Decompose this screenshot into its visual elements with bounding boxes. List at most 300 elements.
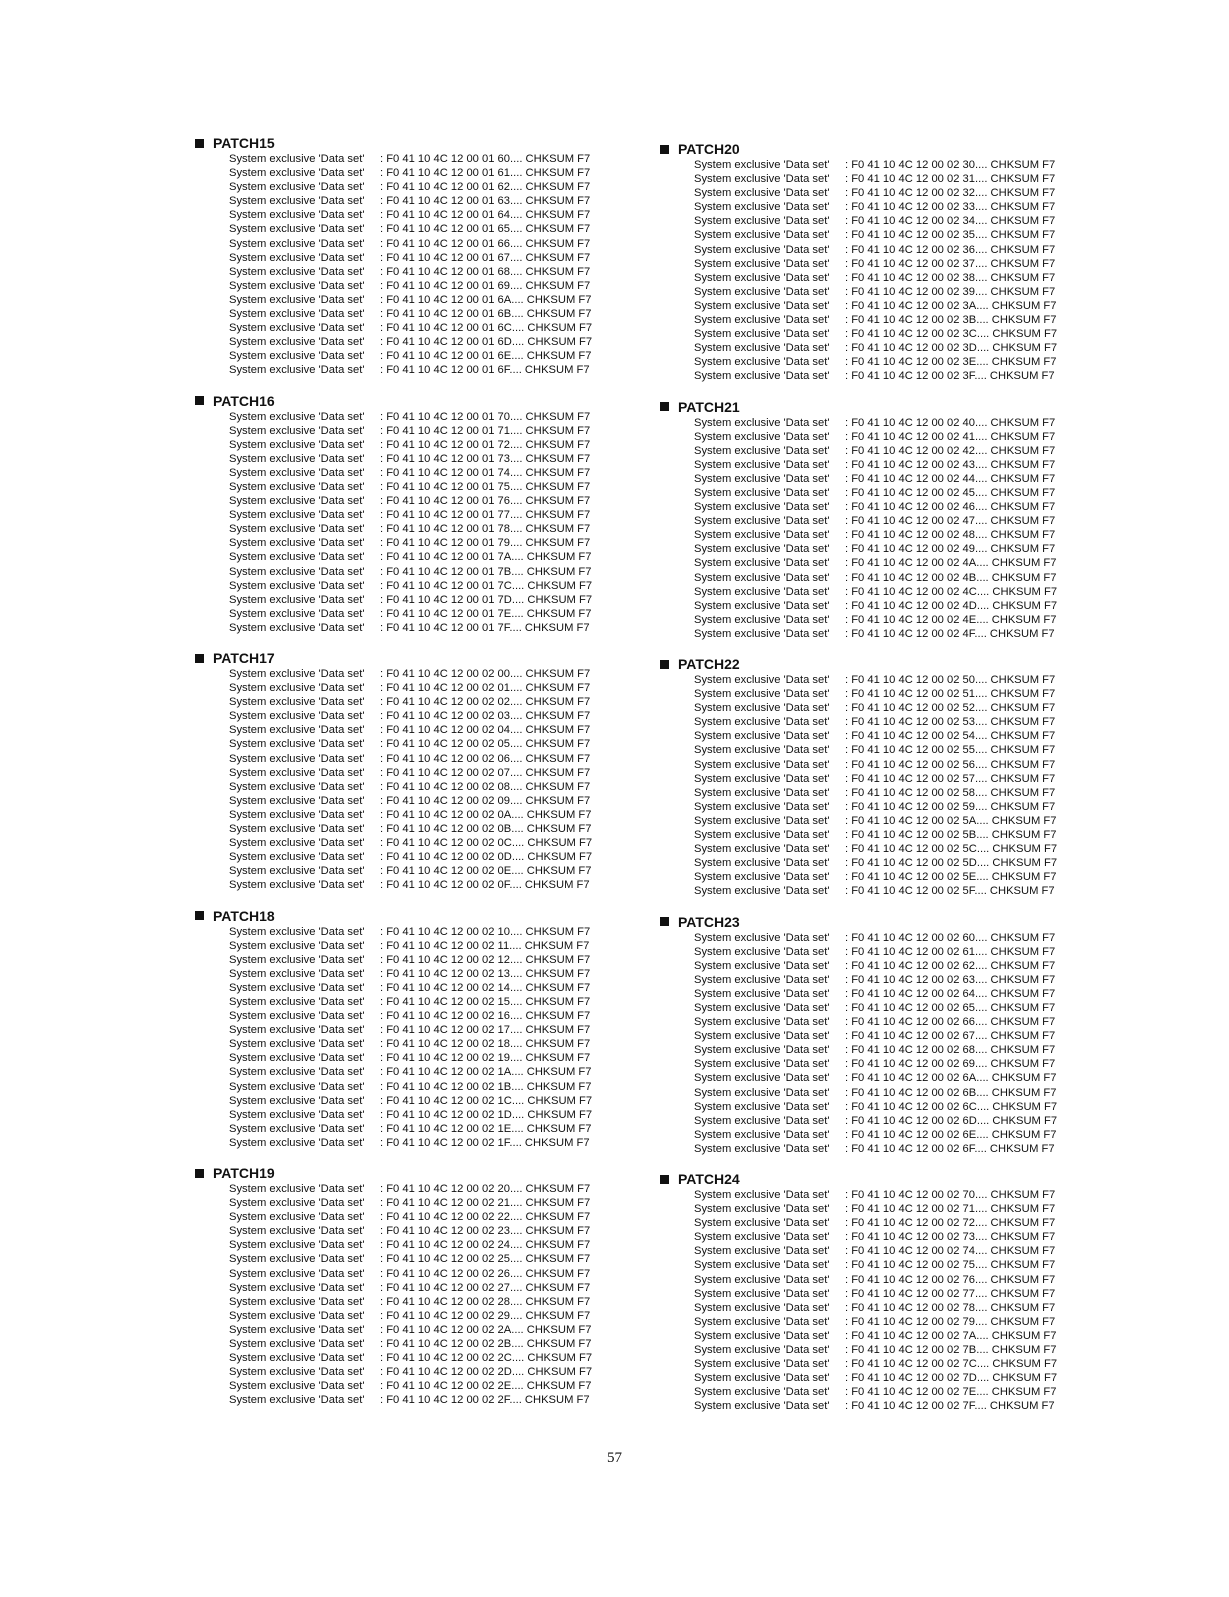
sysex-row xyxy=(229,864,635,878)
row-label: System exclusive 'Data set' xyxy=(229,1024,365,1037)
row-message: : F0 41 10 4C 12 00 02 3B.... CHKSUM F7 xyxy=(845,314,1057,327)
sysex-row xyxy=(694,500,1100,514)
row-message: : F0 41 10 4C 12 00 02 71.... CHKSUM F7 xyxy=(845,1203,1056,1216)
sysex-row xyxy=(694,228,1100,242)
row-label: System exclusive 'Data set' xyxy=(229,1136,365,1149)
row-message: : F0 41 10 4C 12 00 01 7F.... CHKSUM F7 xyxy=(380,621,590,634)
patch-title: PATCH15 xyxy=(213,135,275,151)
row-message: : F0 41 10 4C 12 00 02 62.... CHKSUM F7 xyxy=(845,959,1056,972)
sysex-row xyxy=(694,1188,1100,1202)
square-bullet-icon xyxy=(195,139,204,148)
row-message: : F0 41 10 4C 12 00 02 2F.... CHKSUM F7 xyxy=(380,1394,590,1407)
sysex-row xyxy=(694,416,1100,430)
sysex-row xyxy=(229,550,635,564)
row-label: System exclusive 'Data set' xyxy=(694,1001,830,1014)
row-message: : F0 41 10 4C 12 00 02 66.... CHKSUM F7 xyxy=(845,1016,1056,1029)
row-label: System exclusive 'Data set' xyxy=(694,1287,830,1300)
row-message: : F0 41 10 4C 12 00 02 2C.... CHKSUM F7 xyxy=(380,1352,593,1365)
sysex-row xyxy=(694,1128,1100,1142)
sysex-row xyxy=(229,180,635,194)
row-label: System exclusive 'Data set' xyxy=(229,565,365,578)
sysex-row xyxy=(694,931,1100,945)
row-message: : F0 41 10 4C 12 00 02 08.... CHKSUM F7 xyxy=(380,780,591,793)
row-label: System exclusive 'Data set' xyxy=(694,285,830,298)
row-message: : F0 41 10 4C 12 00 02 74.... CHKSUM F7 xyxy=(845,1245,1056,1258)
row-label: System exclusive 'Data set' xyxy=(229,1052,365,1065)
row-message: : F0 41 10 4C 12 00 02 6F.... CHKSUM F7 xyxy=(845,1142,1055,1155)
sysex-row xyxy=(229,593,635,607)
row-message: : F0 41 10 4C 12 00 02 49.... CHKSUM F7 xyxy=(845,543,1056,556)
row-message: : F0 41 10 4C 12 00 02 5A.... CHKSUM F7 xyxy=(845,814,1057,827)
row-label: System exclusive 'Data set' xyxy=(229,1239,365,1252)
sysex-rows xyxy=(195,1182,635,1408)
row-message: : F0 41 10 4C 12 00 02 69.... CHKSUM F7 xyxy=(845,1058,1056,1071)
sysex-row xyxy=(229,410,635,424)
row-label: System exclusive 'Data set' xyxy=(229,537,365,550)
sysex-row xyxy=(694,243,1100,257)
row-label: System exclusive 'Data set' xyxy=(694,1273,830,1286)
sysex-row xyxy=(694,945,1100,959)
row-message: : F0 41 10 4C 12 00 01 73.... CHKSUM F7 xyxy=(380,452,591,465)
row-message: : F0 41 10 4C 12 00 01 7C.... CHKSUM F7 xyxy=(380,579,593,592)
sysex-row xyxy=(694,1343,1100,1357)
row-label: System exclusive 'Data set' xyxy=(229,181,365,194)
patch-title: PATCH20 xyxy=(678,141,740,157)
row-label: System exclusive 'Data set' xyxy=(229,452,365,465)
sysex-row xyxy=(229,808,635,822)
sysex-row xyxy=(229,925,635,939)
row-label: System exclusive 'Data set' xyxy=(694,201,830,214)
row-label: System exclusive 'Data set' xyxy=(229,293,365,306)
sysex-row xyxy=(229,1108,635,1122)
row-message: : F0 41 10 4C 12 00 02 1C.... CHKSUM F7 xyxy=(380,1094,593,1107)
sysex-row xyxy=(694,1142,1100,1156)
row-label: System exclusive 'Data set' xyxy=(229,1211,365,1224)
row-message: : F0 41 10 4C 12 00 02 7F.... CHKSUM F7 xyxy=(845,1400,1055,1413)
sysex-row xyxy=(229,878,635,892)
row-message: : F0 41 10 4C 12 00 02 06.... CHKSUM F7 xyxy=(380,752,591,765)
row-label: System exclusive 'Data set' xyxy=(229,668,365,680)
sysex-row xyxy=(694,772,1100,786)
row-label: System exclusive 'Data set' xyxy=(229,1352,365,1365)
row-label: System exclusive 'Data set' xyxy=(694,1128,830,1141)
sysex-row xyxy=(694,743,1100,757)
square-bullet-icon xyxy=(195,1169,204,1178)
patch-heading xyxy=(660,398,1100,416)
row-message: : F0 41 10 4C 12 00 02 1F.... CHKSUM F7 xyxy=(380,1136,590,1149)
sysex-row xyxy=(229,822,635,836)
row-message: : F0 41 10 4C 12 00 01 6A.... CHKSUM F7 xyxy=(380,293,592,306)
row-label: System exclusive 'Data set' xyxy=(229,195,365,208)
row-message: : F0 41 10 4C 12 00 02 23.... CHKSUM F7 xyxy=(380,1225,591,1238)
row-message: : F0 41 10 4C 12 00 02 31.... CHKSUM F7 xyxy=(845,173,1056,186)
row-label: System exclusive 'Data set' xyxy=(229,939,365,952)
row-label: System exclusive 'Data set' xyxy=(694,515,830,528)
row-label: System exclusive 'Data set' xyxy=(694,416,830,429)
sysex-rows xyxy=(195,152,635,378)
row-message: : F0 41 10 4C 12 00 02 3E.... CHKSUM F7 xyxy=(845,356,1057,369)
sysex-row xyxy=(694,715,1100,729)
row-message: : F0 41 10 4C 12 00 02 40.... CHKSUM F7 xyxy=(845,416,1056,429)
sysex-row xyxy=(694,884,1100,898)
row-label: System exclusive 'Data set' xyxy=(694,1072,830,1085)
row-label: System exclusive 'Data set' xyxy=(694,599,830,612)
row-message: : F0 41 10 4C 12 00 02 3A.... CHKSUM F7 xyxy=(845,299,1057,312)
sysex-row xyxy=(694,1015,1100,1029)
row-label: System exclusive 'Data set' xyxy=(229,1366,365,1379)
row-label: System exclusive 'Data set' xyxy=(694,1386,830,1399)
row-message: : F0 41 10 4C 12 00 02 4C.... CHKSUM F7 xyxy=(845,585,1058,598)
sysex-row xyxy=(229,737,635,751)
row-message: : F0 41 10 4C 12 00 02 4D.... CHKSUM F7 xyxy=(845,599,1058,612)
row-label: System exclusive 'Data set' xyxy=(694,1372,830,1385)
sysex-row xyxy=(694,571,1100,585)
sysex-row xyxy=(694,599,1100,613)
row-label: System exclusive 'Data set' xyxy=(229,1197,365,1210)
row-message: : F0 41 10 4C 12 00 02 13.... CHKSUM F7 xyxy=(380,967,591,980)
row-label: System exclusive 'Data set' xyxy=(229,1094,365,1107)
sysex-row xyxy=(229,667,635,681)
row-label: System exclusive 'Data set' xyxy=(694,299,830,312)
row-message: : F0 41 10 4C 12 00 02 79.... CHKSUM F7 xyxy=(845,1315,1056,1328)
row-message: : F0 41 10 4C 12 00 02 72.... CHKSUM F7 xyxy=(845,1217,1056,1230)
sysex-row xyxy=(694,528,1100,542)
row-label: System exclusive 'Data set' xyxy=(229,322,365,335)
sysex-row xyxy=(229,681,635,695)
row-message: : F0 41 10 4C 12 00 02 15.... CHKSUM F7 xyxy=(380,995,591,1008)
sysex-row xyxy=(694,870,1100,884)
row-message: : F0 41 10 4C 12 00 02 5D.... CHKSUM F7 xyxy=(845,857,1058,870)
sysex-row xyxy=(229,251,635,265)
sysex-row xyxy=(694,1202,1100,1216)
row-message: : F0 41 10 4C 12 00 02 7C.... CHKSUM F7 xyxy=(845,1358,1058,1371)
row-label: System exclusive 'Data set' xyxy=(694,1058,830,1071)
row-label: System exclusive 'Data set' xyxy=(229,925,365,938)
row-label: System exclusive 'Data set' xyxy=(694,529,830,542)
sysex-row xyxy=(229,424,635,438)
sysex-row xyxy=(229,1267,635,1281)
sysex-row xyxy=(229,265,635,279)
row-label: System exclusive 'Data set' xyxy=(694,173,830,186)
row-message: : F0 41 10 4C 12 00 02 75.... CHKSUM F7 xyxy=(845,1259,1056,1272)
row-message: : F0 41 10 4C 12 00 01 6D.... CHKSUM F7 xyxy=(380,336,593,349)
patch-section xyxy=(660,398,1100,642)
row-message: : F0 41 10 4C 12 00 02 0C.... CHKSUM F7 xyxy=(380,837,593,850)
row-message: : F0 41 10 4C 12 00 02 5C.... CHKSUM F7 xyxy=(845,843,1058,856)
sysex-row xyxy=(694,444,1100,458)
row-message: : F0 41 10 4C 12 00 02 57.... CHKSUM F7 xyxy=(845,772,1056,785)
row-message: : F0 41 10 4C 12 00 02 4E.... CHKSUM F7 xyxy=(845,613,1057,626)
row-label: System exclusive 'Data set' xyxy=(229,953,365,966)
row-message: : F0 41 10 4C 12 00 02 01.... CHKSUM F7 xyxy=(380,682,591,695)
row-label: System exclusive 'Data set' xyxy=(229,424,365,437)
row-message: : F0 41 10 4C 12 00 02 32.... CHKSUM F7 xyxy=(845,187,1056,200)
row-message: : F0 41 10 4C 12 00 02 14.... CHKSUM F7 xyxy=(380,981,591,994)
sysex-rows xyxy=(660,416,1100,642)
row-message: : F0 41 10 4C 12 00 02 4A.... CHKSUM F7 xyxy=(845,557,1057,570)
row-message: : F0 41 10 4C 12 00 02 19.... CHKSUM F7 xyxy=(380,1052,591,1065)
sysex-row xyxy=(229,536,635,550)
row-label: System exclusive 'Data set' xyxy=(229,981,365,994)
row-label: System exclusive 'Data set' xyxy=(229,350,365,363)
sysex-row xyxy=(229,836,635,850)
row-message: : F0 41 10 4C 12 00 02 09.... CHKSUM F7 xyxy=(380,794,591,807)
row-label: System exclusive 'Data set' xyxy=(694,370,830,383)
sysex-row xyxy=(694,1315,1100,1329)
row-label: System exclusive 'Data set' xyxy=(694,1231,830,1244)
row-label: System exclusive 'Data set' xyxy=(229,724,365,737)
sysex-row xyxy=(694,1100,1100,1114)
row-message: : F0 41 10 4C 12 00 02 67.... CHKSUM F7 xyxy=(845,1030,1056,1043)
patch-section xyxy=(660,1170,1100,1414)
row-label: System exclusive 'Data set' xyxy=(694,557,830,570)
row-label: System exclusive 'Data set' xyxy=(694,571,830,584)
sysex-row xyxy=(229,1281,635,1295)
patch-section xyxy=(195,134,635,378)
sysex-row xyxy=(229,438,635,452)
row-message: : F0 41 10 4C 12 00 02 78.... CHKSUM F7 xyxy=(845,1301,1056,1314)
sysex-row xyxy=(229,607,635,621)
row-label: System exclusive 'Data set' xyxy=(694,987,830,1000)
row-message: : F0 41 10 4C 12 00 02 4B.... CHKSUM F7 xyxy=(845,571,1057,584)
row-label: System exclusive 'Data set' xyxy=(694,356,830,369)
sysex-row xyxy=(229,466,635,480)
sysex-row xyxy=(694,1057,1100,1071)
row-label: System exclusive 'Data set' xyxy=(694,786,830,799)
row-label: System exclusive 'Data set' xyxy=(229,209,365,222)
row-label: System exclusive 'Data set' xyxy=(694,885,830,898)
sysex-row xyxy=(229,293,635,307)
sysex-row xyxy=(694,987,1100,1001)
row-label: System exclusive 'Data set' xyxy=(229,808,365,821)
sysex-row xyxy=(694,814,1100,828)
sysex-row xyxy=(694,786,1100,800)
sysex-row xyxy=(694,856,1100,870)
square-bullet-icon xyxy=(195,396,204,405)
row-label: System exclusive 'Data set' xyxy=(229,1295,365,1308)
sysex-rows xyxy=(660,158,1100,384)
sysex-row xyxy=(229,166,635,180)
row-label: System exclusive 'Data set' xyxy=(229,967,365,980)
patch-heading xyxy=(660,140,1100,158)
patch-title: PATCH24 xyxy=(678,1171,740,1187)
sysex-row xyxy=(694,687,1100,701)
sysex-row xyxy=(694,842,1100,856)
row-message: : F0 41 10 4C 12 00 02 5E.... CHKSUM F7 xyxy=(845,871,1057,884)
row-label: System exclusive 'Data set' xyxy=(694,257,830,270)
sysex-row xyxy=(694,313,1100,327)
row-message: : F0 41 10 4C 12 00 01 79.... CHKSUM F7 xyxy=(380,537,591,550)
row-message: : F0 41 10 4C 12 00 02 3F.... CHKSUM F7 xyxy=(845,370,1055,383)
row-label: System exclusive 'Data set' xyxy=(694,1358,830,1371)
row-label: System exclusive 'Data set' xyxy=(694,159,830,171)
sysex-row xyxy=(694,1301,1100,1315)
row-message: : F0 41 10 4C 12 00 02 3D.... CHKSUM F7 xyxy=(845,342,1058,355)
patch-section xyxy=(195,392,635,636)
row-label: System exclusive 'Data set' xyxy=(694,1203,830,1216)
sysex-row xyxy=(694,1329,1100,1343)
row-message: : F0 41 10 4C 12 00 02 7B.... CHKSUM F7 xyxy=(845,1344,1057,1357)
row-message: : F0 41 10 4C 12 00 02 6D.... CHKSUM F7 xyxy=(845,1114,1058,1127)
row-message: : F0 41 10 4C 12 00 02 73.... CHKSUM F7 xyxy=(845,1231,1056,1244)
row-message: : F0 41 10 4C 12 00 02 1E.... CHKSUM F7 xyxy=(380,1122,592,1135)
row-message: : F0 41 10 4C 12 00 02 38.... CHKSUM F7 xyxy=(845,271,1056,284)
sysex-row xyxy=(694,1216,1100,1230)
sysex-row xyxy=(694,701,1100,715)
sysex-rows xyxy=(195,667,635,893)
square-bullet-icon xyxy=(660,917,669,926)
sysex-row xyxy=(694,828,1100,842)
row-label: System exclusive 'Data set' xyxy=(229,837,365,850)
row-message: : F0 41 10 4C 12 00 02 61.... CHKSUM F7 xyxy=(845,945,1056,958)
row-message: : F0 41 10 4C 12 00 02 56.... CHKSUM F7 xyxy=(845,758,1056,771)
row-message: : F0 41 10 4C 12 00 01 70.... CHKSUM F7 xyxy=(380,410,591,423)
sysex-row xyxy=(229,794,635,808)
row-message: : F0 41 10 4C 12 00 01 6B.... CHKSUM F7 xyxy=(380,308,592,321)
row-message: : F0 41 10 4C 12 00 02 0F.... CHKSUM F7 xyxy=(380,879,590,892)
row-label: System exclusive 'Data set' xyxy=(229,495,365,508)
row-message: : F0 41 10 4C 12 00 01 7E.... CHKSUM F7 xyxy=(380,607,592,620)
square-bullet-icon xyxy=(660,402,669,411)
sysex-row xyxy=(694,1114,1100,1128)
patch-heading xyxy=(195,649,635,667)
row-label: System exclusive 'Data set' xyxy=(229,1253,365,1266)
row-message: : F0 41 10 4C 12 00 02 55.... CHKSUM F7 xyxy=(845,744,1056,757)
row-message: : F0 41 10 4C 12 00 02 22.... CHKSUM F7 xyxy=(380,1211,591,1224)
sysex-row xyxy=(229,953,635,967)
sysex-row xyxy=(229,1094,635,1108)
row-label: System exclusive 'Data set' xyxy=(229,1010,365,1023)
right-column xyxy=(660,140,1100,1428)
sysex-row xyxy=(694,299,1100,313)
sysex-row xyxy=(694,257,1100,271)
row-message: : F0 41 10 4C 12 00 01 71.... CHKSUM F7 xyxy=(380,424,591,437)
row-label: System exclusive 'Data set' xyxy=(229,593,365,606)
row-label: System exclusive 'Data set' xyxy=(229,1309,365,1322)
sysex-row xyxy=(229,222,635,236)
sysex-row xyxy=(229,1351,635,1365)
row-label: System exclusive 'Data set' xyxy=(229,710,365,723)
row-message: : F0 41 10 4C 12 00 01 78.... CHKSUM F7 xyxy=(380,523,591,536)
patch-title: PATCH16 xyxy=(213,392,275,409)
row-message: : F0 41 10 4C 12 00 02 27.... CHKSUM F7 xyxy=(380,1281,591,1294)
patch-section xyxy=(660,913,1100,1157)
row-label: System exclusive 'Data set' xyxy=(694,1301,830,1314)
row-label: System exclusive 'Data set' xyxy=(694,1245,830,1258)
row-label: System exclusive 'Data set' xyxy=(229,223,365,236)
row-label: System exclusive 'Data set' xyxy=(229,738,365,751)
row-message: : F0 41 10 4C 12 00 02 3C.... CHKSUM F7 xyxy=(845,328,1058,341)
patch-heading xyxy=(195,1164,635,1182)
row-message: : F0 41 10 4C 12 00 01 63.... CHKSUM F7 xyxy=(380,195,591,208)
row-label: System exclusive 'Data set' xyxy=(694,1400,830,1413)
sysex-row xyxy=(694,158,1100,172)
patch-heading xyxy=(195,392,635,410)
sysex-row xyxy=(229,939,635,953)
sysex-row xyxy=(694,1258,1100,1272)
row-message: : F0 41 10 4C 12 00 02 59.... CHKSUM F7 xyxy=(845,800,1056,813)
row-label: System exclusive 'Data set' xyxy=(229,1338,365,1351)
row-label: System exclusive 'Data set' xyxy=(694,744,830,757)
sysex-row xyxy=(694,673,1100,687)
sysex-rows xyxy=(195,410,635,636)
sysex-row xyxy=(694,472,1100,486)
row-message: : F0 41 10 4C 12 00 02 11.... CHKSUM F7 xyxy=(380,939,590,952)
row-message: : F0 41 10 4C 12 00 02 2E.... CHKSUM F7 xyxy=(380,1380,592,1393)
sysex-row xyxy=(229,1122,635,1136)
patch-title: PATCH19 xyxy=(213,1165,275,1181)
page-number: 57 xyxy=(607,1450,622,1466)
row-label: System exclusive 'Data set' xyxy=(694,829,830,842)
row-message: : F0 41 10 4C 12 00 02 5F.... CHKSUM F7 xyxy=(845,885,1055,898)
row-label: System exclusive 'Data set' xyxy=(694,585,830,598)
row-label: System exclusive 'Data set' xyxy=(229,480,365,493)
square-bullet-icon xyxy=(660,1175,669,1184)
row-message: : F0 41 10 4C 12 00 02 51.... CHKSUM F7 xyxy=(845,688,1056,701)
row-label: System exclusive 'Data set' xyxy=(694,758,830,771)
row-label: System exclusive 'Data set' xyxy=(694,702,830,715)
sysex-row xyxy=(694,542,1100,556)
sysex-row xyxy=(229,1023,635,1037)
row-message: : F0 41 10 4C 12 00 02 76.... CHKSUM F7 xyxy=(845,1273,1056,1286)
sysex-row xyxy=(694,200,1100,214)
row-message: : F0 41 10 4C 12 00 02 29.... CHKSUM F7 xyxy=(380,1309,591,1322)
sysex-row xyxy=(229,363,635,377)
row-label: System exclusive 'Data set' xyxy=(229,607,365,620)
sysex-row xyxy=(229,522,635,536)
sysex-row xyxy=(694,1357,1100,1371)
row-message: : F0 41 10 4C 12 00 02 37.... CHKSUM F7 xyxy=(845,257,1056,270)
sysex-row xyxy=(694,973,1100,987)
row-label: System exclusive 'Data set' xyxy=(694,187,830,200)
row-message: : F0 41 10 4C 12 00 01 7B.... CHKSUM F7 xyxy=(380,565,592,578)
row-message: : F0 41 10 4C 12 00 01 60.... CHKSUM F7 xyxy=(380,153,591,165)
row-message: : F0 41 10 4C 12 00 02 42.... CHKSUM F7 xyxy=(845,444,1056,457)
sysex-row xyxy=(694,186,1100,200)
sysex-row xyxy=(229,723,635,737)
sysex-row xyxy=(229,208,635,222)
row-message: : F0 41 10 4C 12 00 02 46.... CHKSUM F7 xyxy=(845,501,1056,514)
row-label: System exclusive 'Data set' xyxy=(229,752,365,765)
row-label: System exclusive 'Data set' xyxy=(694,871,830,884)
row-message: : F0 41 10 4C 12 00 02 6E.... CHKSUM F7 xyxy=(845,1128,1057,1141)
sysex-row xyxy=(229,349,635,363)
sysex-row xyxy=(694,1287,1100,1301)
sysex-row xyxy=(229,1295,635,1309)
row-message: : F0 41 10 4C 12 00 01 77.... CHKSUM F7 xyxy=(380,509,591,522)
row-label: System exclusive 'Data set' xyxy=(229,410,365,423)
sysex-row xyxy=(229,621,635,635)
patch-title: PATCH22 xyxy=(678,656,740,672)
row-label: System exclusive 'Data set' xyxy=(229,1281,365,1294)
row-message: : F0 41 10 4C 12 00 02 48.... CHKSUM F7 xyxy=(845,529,1056,542)
row-label: System exclusive 'Data set' xyxy=(229,279,365,292)
row-label: System exclusive 'Data set' xyxy=(694,486,830,499)
row-message: : F0 41 10 4C 12 00 01 76.... CHKSUM F7 xyxy=(380,495,591,508)
sysex-row xyxy=(694,172,1100,186)
row-label: System exclusive 'Data set' xyxy=(229,153,365,165)
row-message: : F0 41 10 4C 12 00 01 7D.... CHKSUM F7 xyxy=(380,593,593,606)
row-message: : F0 41 10 4C 12 00 01 69.... CHKSUM F7 xyxy=(380,279,591,292)
row-label: System exclusive 'Data set' xyxy=(694,458,830,471)
sysex-row xyxy=(229,1136,635,1150)
row-message: : F0 41 10 4C 12 00 02 35.... CHKSUM F7 xyxy=(845,229,1056,242)
square-bullet-icon xyxy=(660,660,669,669)
row-label: System exclusive 'Data set' xyxy=(229,766,365,779)
sysex-row xyxy=(694,1001,1100,1015)
sysex-row xyxy=(229,1182,635,1196)
row-label: System exclusive 'Data set' xyxy=(694,243,830,256)
